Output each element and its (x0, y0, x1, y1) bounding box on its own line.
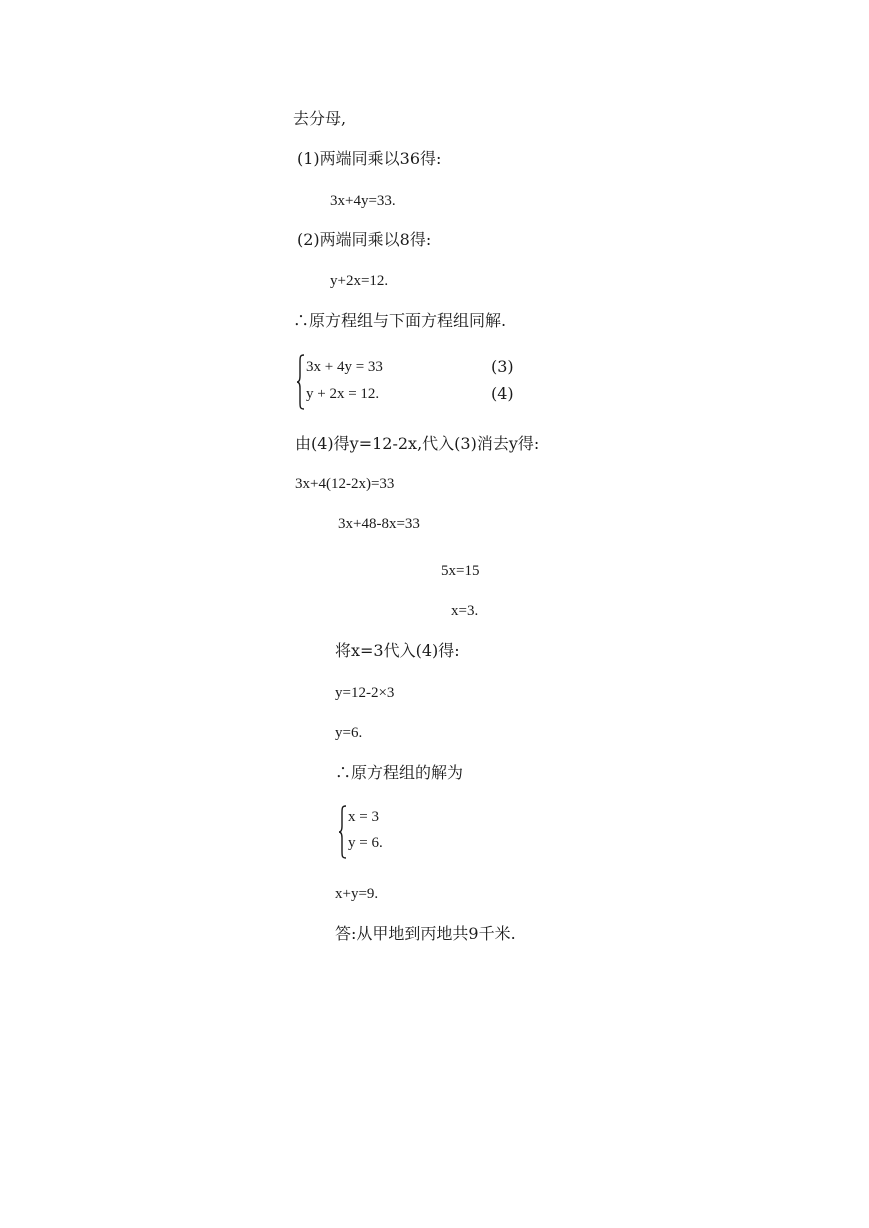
equation-line-2: y+2x=12. (330, 273, 389, 289)
equation-line-7: y=12-2×3 (335, 685, 395, 701)
equation-line-9: x+y=9. (335, 886, 379, 902)
text-line-equivalent-system: ∴原方程组与下面方程组同解. (293, 311, 507, 330)
system1-equation-3: 3x + 4y = 33 (306, 359, 383, 375)
equation-line-8: y=6. (335, 725, 363, 741)
equation-line-1: 3x+4y=33. (330, 193, 396, 209)
equation-system-2 (338, 805, 418, 859)
equation-system-1 (296, 354, 536, 410)
text-line-substitute-x: 将x=3代入(4)得: (335, 641, 460, 660)
equation-line-5: 5x=15 (441, 563, 480, 579)
text-line-solution-is: ∴原方程组的解为 (335, 763, 464, 782)
system2-equation-y: y = 6. (348, 835, 383, 851)
system1-equation-4: y + 2x = 12. (306, 386, 380, 402)
system2-equation-x: x = 3 (348, 809, 379, 825)
text-line-substitute: 由(4)得y=12-2x,代入(3)消去y得: (295, 434, 540, 453)
text-line-answer: 答:从甲地到丙地共9千米. (335, 924, 516, 943)
text-line-step-2: (2)两端同乘以8得: (297, 230, 432, 249)
system1-tag-4: (4) (491, 384, 514, 403)
equation-line-4: 3x+48-8x=33 (338, 516, 420, 532)
text-line-step-1: (1)两端同乘以36得: (297, 149, 442, 168)
system1-tag-3: (3) (491, 357, 514, 376)
left-brace-icon (338, 805, 348, 859)
left-brace-icon (296, 354, 306, 410)
text-line-remove-denominator: 去分母, (293, 109, 347, 128)
equation-line-3: 3x+4(12-2x)=33 (295, 476, 395, 492)
equation-line-6: x=3. (451, 603, 479, 619)
